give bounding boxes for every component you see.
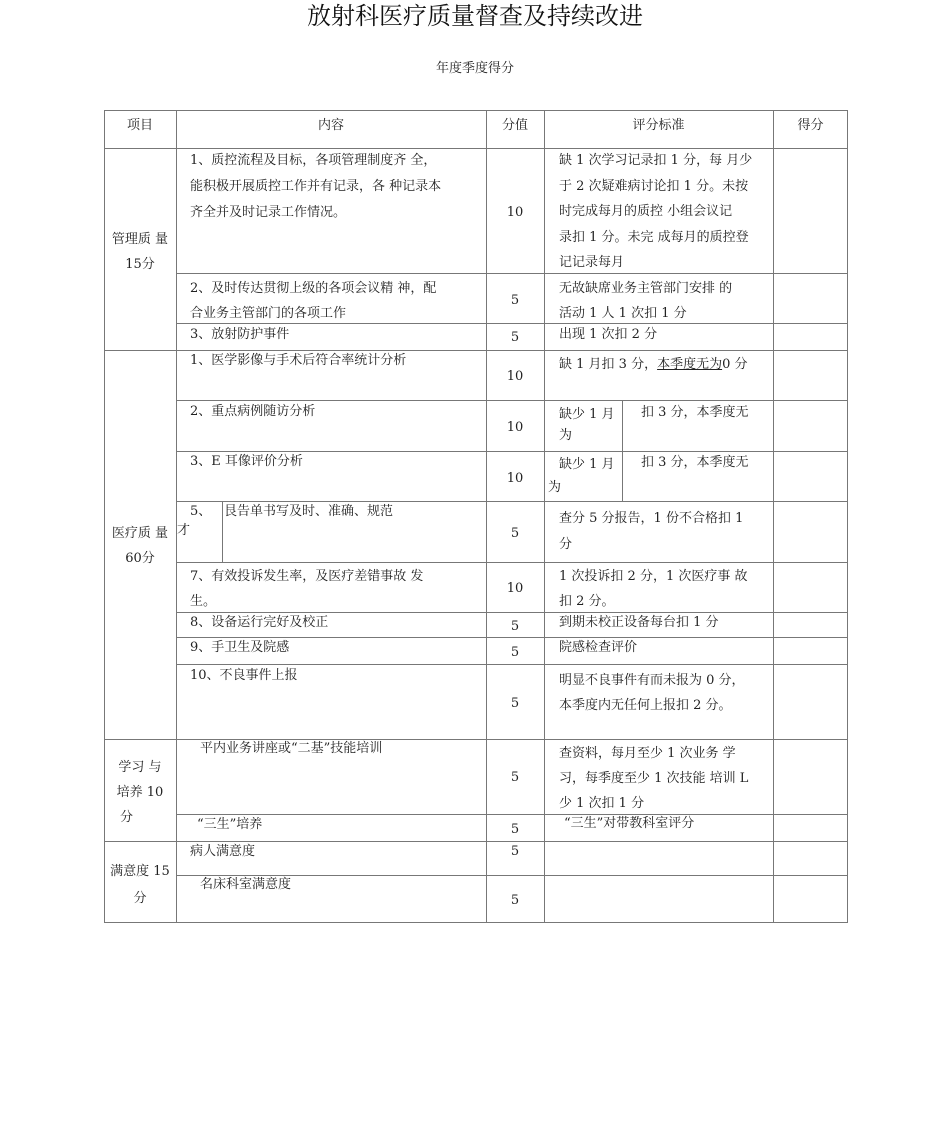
row-content-line: 合业务主管部门的各项工作 (190, 306, 347, 321)
row-content-line: 平内业务讲座或“二基”技能培训 (200, 741, 383, 756)
row-criteria-line: 为 (548, 480, 562, 495)
criteria-text-tail: 0 分 (722, 357, 748, 372)
group-label-medical: 医疗质 量 (111, 526, 169, 541)
row-content-line: “三生”培养 (197, 817, 263, 832)
row-content-line: 1、医学影像与手术后符合率统计分析 (190, 353, 407, 368)
group-label-learning-line2: 培养 10 (116, 785, 164, 800)
header-score: 得分 (797, 118, 824, 133)
row-points: 10 (506, 205, 524, 220)
row-criteria-line: 扣 3 分，本季度无 (641, 455, 749, 470)
row-criteria-line: 查资料，每月至少 1 次业务 学 (559, 746, 736, 761)
row-content-line: 3、E 耳像评价分析 (190, 454, 303, 469)
header-item: 项目 (126, 118, 153, 133)
document-subtitle: 年度季度得分 (435, 61, 514, 76)
row-content-line: 齐全并及时记录工作情况。 (190, 205, 347, 220)
row-content-line: 8、设备运行完好及校正 (190, 615, 329, 630)
criteria-text: 缺 1 月扣 3 分， (559, 357, 658, 372)
row-criteria-line: 院感检查评价 (559, 640, 638, 655)
row-criteria-line: 缺少 1 月 (559, 457, 615, 472)
row-content-line: 7、有效投诉发生率，及医疗差错事故 发 (190, 569, 424, 584)
row-points: 5 (510, 330, 520, 345)
row-points: 5 (510, 844, 520, 859)
row-points: 5 (510, 893, 520, 908)
row-content-line: 生。 (190, 594, 217, 609)
row-criteria-line: 查分 5 分报告，1 份不合格扣 1 (559, 511, 744, 526)
row-points: 5 (510, 526, 520, 541)
row-content-line: 9、手卫生及院感 (190, 640, 290, 655)
header-criteria: 评分标准 (632, 118, 685, 133)
row-criteria-line: 录扣 1 分。未完 成每月的质控登 (559, 230, 749, 245)
group-label-management: 管理质 量 (111, 232, 169, 247)
row-content-line: 10、不良事件上报 (190, 668, 298, 683)
header-points: 分值 (501, 118, 528, 133)
row-content-line: 艮告单书写及时、准确、规范 (224, 504, 394, 519)
group-label-learning-line3: 分 (120, 810, 134, 825)
row-criteria-line: 习，每季度至少 1 次技能 培训 L (559, 771, 749, 786)
row-criteria-line (559, 352, 748, 378)
row-points: 5 (510, 770, 520, 785)
row-criteria-line: 缺 1 次学习记录扣 1 分，每 月少 (559, 153, 753, 168)
group-label-learning: 学习 与 (118, 760, 162, 775)
row-points: 5 (510, 293, 520, 308)
row-criteria-line: 本季度内无任何上报扣 2 分。 (559, 698, 732, 713)
row-content-line: 名床科室满意度 (200, 877, 292, 892)
row-content-line: 3、放射防护事件 (190, 327, 290, 342)
row-points: 10 (506, 369, 524, 384)
row-points: 5 (510, 645, 520, 660)
row-criteria-line: 1 次投诉扣 2 分，1 次医疗事 故 (559, 569, 748, 584)
row-points: 10 (506, 420, 524, 435)
row-content-glyph: 才 (177, 523, 191, 538)
row-content-line: 1、质控流程及目标，各项管理制度齐 全， (190, 153, 437, 168)
criteria-underlined-text: 本季度无为 (657, 357, 723, 372)
header-content: 内容 (317, 118, 344, 133)
row-content-line: 病人满意度 (190, 844, 256, 859)
row-points: 10 (506, 471, 524, 486)
row-criteria-line: 扣 2 分。 (559, 594, 615, 609)
row-content-line: 2、重点病例随访分析 (190, 404, 316, 419)
row-points: 10 (506, 581, 524, 596)
group-label-medical-points: 60分 (125, 551, 155, 566)
row-criteria-line: 活动 1 人 1 次扣 1 分 (559, 306, 687, 321)
row-content-line: 能积极开展质控工作并有记录，各 种记录本 (190, 179, 442, 194)
row-criteria-line: 明显不良事件有而未报为 0 分， (559, 673, 745, 688)
row-points: 5 (510, 619, 520, 634)
row-criteria-line: 出现 1 次扣 2 分 (559, 327, 658, 342)
row-criteria-line: 扣 3 分，本季度无 (641, 405, 749, 420)
row-criteria-line: 缺少 1 月 (559, 407, 615, 422)
row-criteria-line: 无故缺席业务主管部门安排 的 (559, 281, 733, 296)
row-content-line: 2、及时传达贯彻上级的各项会议精 神，配 (190, 281, 437, 296)
row-points: 5 (510, 696, 520, 711)
row-criteria-line: 于 2 次疑难病讨论扣 1 分。未按 (559, 179, 749, 194)
row-content-number: 5、 (190, 504, 212, 519)
row-criteria-line: 记记录每月 (559, 255, 625, 270)
row-criteria-line: 分 (559, 537, 573, 552)
row-criteria-line: 到期未校正设备每台扣 1 分 (559, 615, 719, 630)
group-label-satisfaction-line2: 分 (133, 891, 147, 906)
group-label-satisfaction: 满意度 15 (110, 864, 170, 879)
row-criteria-line: “三生”对带教科室评分 (564, 816, 695, 831)
group-label-management-points: 15分 (125, 257, 155, 272)
row-criteria-line: 时完成每月的质控 小组会议记 (559, 204, 733, 219)
row-points: 5 (510, 822, 520, 837)
document-title: 放射科医疗质量督查及持续改进 (307, 2, 643, 30)
row-criteria-line: 少 1 次扣 1 分 (559, 796, 645, 811)
scoring-table (104, 110, 848, 923)
row-criteria-line: 为 (559, 428, 573, 443)
